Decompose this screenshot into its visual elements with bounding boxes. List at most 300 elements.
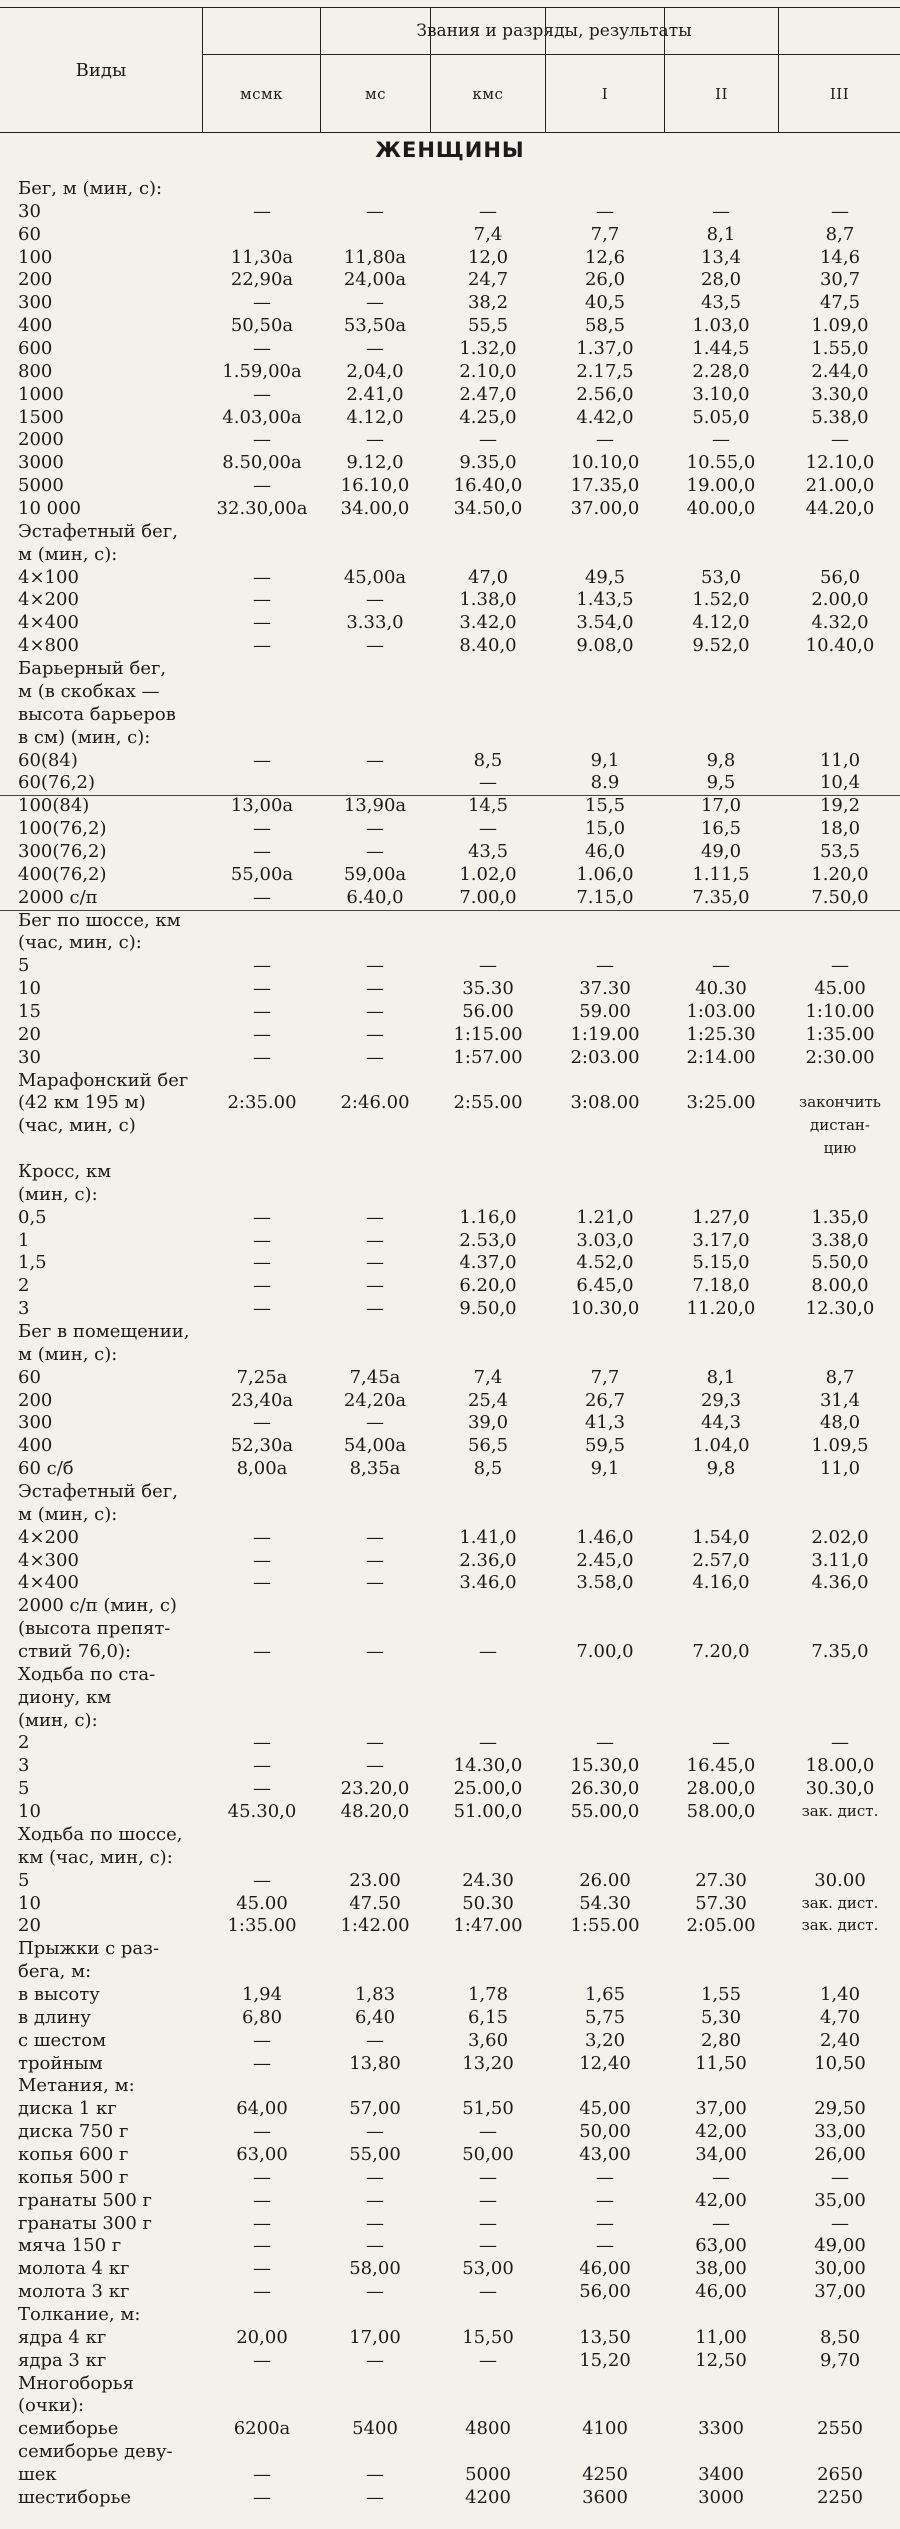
table-row <box>0 1412 900 1433</box>
event-name: бега, м: <box>18 1961 92 1983</box>
result-iii: 3.38,0 <box>811 1229 869 1251</box>
result-kms: 4200 <box>465 2486 511 2508</box>
result-msmk: — <box>253 2212 271 2234</box>
result-iii: 11,0 <box>819 1458 861 1480</box>
event-name: 20 <box>18 1023 41 1045</box>
result-iii: цию <box>823 1139 857 1158</box>
result-msmk: — <box>253 2281 271 2303</box>
result-i: 26,0 <box>584 269 626 291</box>
result-ii: 3:25.00 <box>686 1092 756 1114</box>
result-iii: 2.00,0 <box>811 589 869 611</box>
result-i: 55.00,0 <box>570 1801 640 1823</box>
result-ii: 16.45,0 <box>686 1755 756 1777</box>
result-msmk: 8,00а <box>236 1458 288 1480</box>
result-iii: 2.44,0 <box>811 360 869 382</box>
result-i: — <box>596 200 614 222</box>
result-ms: — <box>366 1755 384 1777</box>
table-row <box>0 247 900 268</box>
result-msmk: — <box>253 978 271 1000</box>
event-name: (очки): <box>18 2395 85 2417</box>
result-ms: — <box>366 1526 384 1548</box>
result-kms: 8.40,0 <box>459 635 517 657</box>
event-name: 10 <box>18 1892 41 1914</box>
result-kms: 2.47,0 <box>459 383 517 405</box>
table-row <box>0 429 900 450</box>
result-kms: 7,4 <box>473 223 503 245</box>
table-row <box>0 361 900 382</box>
result-ii: — <box>712 429 730 451</box>
result-ii: 2,80 <box>700 2029 742 2051</box>
result-iii: зак. дист. <box>801 1893 879 1912</box>
event-name: (высота препят- <box>18 1618 171 1640</box>
result-ii: 7.18,0 <box>692 1275 750 1297</box>
header-col-3: III <box>829 84 850 103</box>
result-iii: 45.00 <box>814 978 866 1000</box>
table-row <box>0 269 900 290</box>
result-kms: 7.00,0 <box>459 886 517 908</box>
result-ms: — <box>366 1732 384 1754</box>
result-ms: 2.41,0 <box>346 383 404 405</box>
result-i: — <box>596 2235 614 2257</box>
header-vidy: Виды <box>75 59 127 81</box>
result-msmk: — <box>253 2464 271 2485</box>
result-iii: — <box>831 429 849 451</box>
table-row <box>0 2418 900 2439</box>
result-ms: 23.20,0 <box>340 1778 410 1800</box>
result-i: — <box>596 429 614 451</box>
result-ms: 11,80а <box>343 246 407 268</box>
table-row <box>0 727 900 748</box>
section-title-women: ЖЕНЩИНЫ <box>375 138 525 162</box>
result-iii: 2650 <box>817 2464 863 2485</box>
result-ms: — <box>366 2486 384 2508</box>
result-ms: — <box>366 2349 384 2371</box>
table-row <box>0 2235 900 2256</box>
table-row <box>0 2441 900 2462</box>
table-row <box>0 2373 900 2394</box>
result-ms: 9.12,0 <box>346 452 404 474</box>
result-kms: 16.40,0 <box>453 475 523 497</box>
result-ii: 27.30 <box>695 1869 747 1891</box>
result-iii: 7.35,0 <box>811 1641 869 1663</box>
result-ms: 45,00а <box>343 566 407 588</box>
table-row <box>0 1161 900 1182</box>
result-iii: 3.30,0 <box>811 383 869 405</box>
result-ms: — <box>366 2029 384 2051</box>
event-name: молота 4 кг <box>18 2258 130 2280</box>
table-row <box>0 2190 900 2211</box>
result-kms: — <box>479 955 497 977</box>
table-row <box>0 612 900 633</box>
result-kms: 24.30 <box>462 1869 514 1891</box>
result-kms: 2:55.00 <box>453 1092 523 1114</box>
event-name: 60(76,2) <box>18 772 96 794</box>
result-iii: 8,50 <box>819 2326 861 2348</box>
event-name: тройным <box>18 2052 103 2074</box>
event-name: 10 <box>18 978 41 1000</box>
result-msmk: — <box>253 840 271 862</box>
event-name: 5 <box>18 955 30 977</box>
event-name: 5 <box>18 1869 30 1891</box>
result-iii: 19,2 <box>819 795 861 817</box>
result-ms: — <box>366 200 384 222</box>
table-row <box>0 910 900 931</box>
result-i: 17.35,0 <box>570 475 640 497</box>
table-row <box>0 498 900 519</box>
result-msmk: — <box>253 955 271 977</box>
result-kms: 7,4 <box>473 1366 503 1388</box>
result-i: 7,7 <box>590 223 620 245</box>
table-header <box>0 7 900 133</box>
event-name: 60 <box>18 223 41 245</box>
event-name: 300 <box>18 292 53 314</box>
result-i: 9.08,0 <box>576 635 634 657</box>
result-msmk: — <box>253 2121 271 2143</box>
result-iii: дистан- <box>810 1116 870 1135</box>
result-i: — <box>596 2166 614 2188</box>
result-ms: 47.50 <box>349 1892 401 1914</box>
result-ii: 7.20,0 <box>692 1641 750 1663</box>
result-kms: 4.37,0 <box>459 1252 517 1274</box>
result-iii: 5.50,0 <box>811 1252 869 1274</box>
result-iii: 8,7 <box>825 1366 855 1388</box>
event-name: 60 с/б <box>18 1458 74 1480</box>
event-name: копья 500 г <box>18 2166 129 2188</box>
result-ii: 16,5 <box>700 818 742 840</box>
result-msmk: 45.00 <box>236 1892 288 1914</box>
table-row <box>0 978 900 999</box>
table-row <box>0 864 900 885</box>
result-iii: 1:35.00 <box>805 1023 875 1045</box>
result-ms: — <box>366 1252 384 1274</box>
result-msmk: 64,00 <box>236 2098 288 2120</box>
result-kms: 3.46,0 <box>459 1572 517 1594</box>
result-i: 2.56,0 <box>576 383 634 405</box>
result-i: — <box>596 955 614 977</box>
result-iii: 2250 <box>817 2486 863 2508</box>
result-msmk: 6,80 <box>241 2006 283 2028</box>
result-msmk: 11,30а <box>230 246 294 268</box>
result-msmk: — <box>253 2349 271 2371</box>
table-row <box>0 1092 900 1113</box>
result-i: 7.00,0 <box>576 1641 634 1663</box>
result-i: 59.00 <box>579 1000 631 1022</box>
result-msmk: — <box>253 2052 271 2074</box>
result-ii: 57.30 <box>695 1892 747 1914</box>
result-msmk: 20,00 <box>236 2326 288 2348</box>
event-name: Марафонский бег <box>18 1069 189 1091</box>
result-i: 37.00,0 <box>570 498 640 520</box>
result-ii: 43,5 <box>700 292 742 314</box>
result-ms: 34.00,0 <box>340 498 410 520</box>
result-iii: 48,0 <box>819 1412 861 1434</box>
table-row <box>0 589 900 610</box>
result-msmk: — <box>253 635 271 657</box>
result-ms: — <box>366 1549 384 1571</box>
event-name: Многоборья <box>18 2372 134 2394</box>
result-kms: — <box>479 200 497 222</box>
result-ii: 8,1 <box>706 223 736 245</box>
event-name: 4×100 <box>18 566 79 588</box>
result-ii: 4.16,0 <box>692 1572 750 1594</box>
event-name: 10 <box>18 1801 41 1823</box>
event-name: мяча 150 г <box>18 2235 122 2257</box>
result-i: 4.52,0 <box>576 1252 634 1274</box>
result-kms: 8,5 <box>473 749 503 771</box>
result-ii: 1:25.30 <box>686 1023 756 1045</box>
result-iii: зак. дист. <box>801 1916 879 1935</box>
result-msmk: — <box>253 886 271 908</box>
result-msmk: — <box>253 1298 271 1320</box>
result-ms: — <box>366 1229 384 1251</box>
event-name: 100(76,2) <box>18 818 107 840</box>
result-ms: — <box>366 1206 384 1228</box>
table-row <box>0 704 900 725</box>
result-kms: 9.50,0 <box>459 1298 517 1320</box>
result-kms: 8,5 <box>473 1458 503 1480</box>
result-kms: 50,00 <box>462 2143 514 2165</box>
table-row <box>0 201 900 222</box>
table-row <box>0 567 900 588</box>
event-name: в см) (мин, с): <box>18 726 151 748</box>
result-msmk: — <box>253 1206 271 1228</box>
result-i: 58,5 <box>584 315 626 337</box>
result-i: 26.30,0 <box>570 1778 640 1800</box>
result-msmk: 23,40а <box>230 1389 294 1411</box>
result-iii: 7.50,0 <box>811 886 869 908</box>
result-kms: 25,4 <box>467 1389 509 1411</box>
result-ms: 7,45а <box>349 1366 401 1388</box>
result-msmk: 32.30,00а <box>216 498 308 520</box>
result-ms: 53,50а <box>343 315 407 337</box>
event-name: 300 <box>18 1412 53 1434</box>
result-ms: — <box>366 978 384 1000</box>
event-name: 2000 с/п <box>18 886 98 908</box>
result-kms: 6,15 <box>467 2006 509 2028</box>
event-name: 5000 <box>18 475 64 497</box>
result-iii: 18,0 <box>819 818 861 840</box>
result-ii: 1.03,0 <box>692 315 750 337</box>
result-ii: 2:14.00 <box>686 1046 756 1068</box>
table-row <box>0 1687 900 1708</box>
event-name: в высоту <box>18 1983 100 2005</box>
result-iii: — <box>831 2166 849 2188</box>
result-i: 3.03,0 <box>576 1229 634 1251</box>
result-ii: 46,00 <box>695 2281 747 2303</box>
result-iii: 49,00 <box>814 2235 866 2257</box>
result-ms: — <box>366 2166 384 2188</box>
event-name: копья 600 г <box>18 2143 129 2165</box>
result-msmk: — <box>253 1229 271 1251</box>
result-msmk: — <box>253 1641 271 1663</box>
header-col-kms: кмс <box>472 84 504 103</box>
result-iii: 12.30,0 <box>805 1298 875 1320</box>
result-i: 9,1 <box>590 749 620 771</box>
result-iii: 1:10.00 <box>805 1000 875 1022</box>
result-msmk: — <box>253 338 271 360</box>
table-row <box>0 2281 900 2302</box>
table-row <box>0 1504 900 1525</box>
result-i: 4.42,0 <box>576 406 634 428</box>
table-row <box>0 1527 900 1548</box>
result-msmk: — <box>253 1869 271 1891</box>
result-ii: 3.17,0 <box>692 1229 750 1251</box>
result-ii: 1.27,0 <box>692 1206 750 1228</box>
result-i: 3.54,0 <box>576 612 634 634</box>
result-i: 40,5 <box>584 292 626 314</box>
event-name: Кросс, км <box>18 1160 112 1182</box>
result-kms: 2.36,0 <box>459 1549 517 1571</box>
result-kms: 34.50,0 <box>453 498 523 520</box>
result-msmk: — <box>253 200 271 222</box>
event-name: Толкание, м: <box>18 2303 141 2325</box>
result-ms: — <box>366 1572 384 1594</box>
table-row <box>0 1230 900 1251</box>
table-row <box>0 407 900 428</box>
result-kms: 3.42,0 <box>459 612 517 634</box>
result-ms: 13,80 <box>349 2052 401 2074</box>
table-row <box>0 1641 900 1662</box>
event-name: Барьерный бег, <box>18 658 167 680</box>
result-kms: 1:47.00 <box>453 1915 523 1937</box>
event-name: Метания, м: <box>18 2075 135 2097</box>
result-i: 46,0 <box>584 840 626 862</box>
table-row <box>0 772 900 793</box>
result-msmk: 22,90а <box>230 269 294 291</box>
result-ms: 24,00а <box>343 269 407 291</box>
table-row <box>0 1938 900 1959</box>
result-i: 10.10,0 <box>570 452 640 474</box>
result-i: 1.46,0 <box>576 1526 634 1548</box>
result-kms: — <box>479 2121 497 2143</box>
result-ms: 8,35а <box>349 1458 401 1480</box>
event-name: ствий 76,0): <box>18 1641 132 1663</box>
result-iii: 30.00 <box>814 1869 866 1891</box>
result-ms: — <box>366 1641 384 1663</box>
result-i: 3,20 <box>584 2029 626 2051</box>
result-iii: 1.09,5 <box>811 1435 869 1457</box>
table-row <box>0 1618 900 1639</box>
result-kms: 5000 <box>465 2464 511 2485</box>
header-ranks: Звания и разряды, результаты <box>416 21 692 41</box>
event-name: ядра 3 кг <box>18 2349 107 2371</box>
event-name: 1 <box>18 1229 30 1251</box>
header-col-msmk: мсмк <box>239 84 284 103</box>
result-iii: 9,70 <box>819 2349 861 2371</box>
result-iii: 31,4 <box>819 1389 861 1411</box>
result-iii: 44.20,0 <box>805 498 875 520</box>
result-ii: 34,00 <box>695 2143 747 2165</box>
result-kms: 1.16,0 <box>459 1206 517 1228</box>
event-name: км (час, мин, с): <box>18 1846 173 1868</box>
table-row <box>0 1298 900 1319</box>
result-msmk: — <box>253 589 271 611</box>
result-ii: 13,4 <box>700 246 742 268</box>
result-iii: 56,0 <box>819 566 861 588</box>
result-i: 26.00 <box>579 1869 631 1891</box>
event-name: 200 <box>18 1389 53 1411</box>
result-ms: 55,00 <box>349 2143 401 2165</box>
result-msmk: — <box>253 1252 271 1274</box>
event-name: (мин, с): <box>18 1183 98 1205</box>
result-ii: 2.28,0 <box>692 360 750 382</box>
result-i: 43,00 <box>579 2143 631 2165</box>
result-ms: — <box>366 955 384 977</box>
event-name: Ходьба по шоссе, <box>18 1823 183 1845</box>
table-row <box>0 2075 900 2096</box>
result-msmk: — <box>253 1000 271 1022</box>
result-ii: 8,1 <box>706 1366 736 1388</box>
result-msmk: — <box>253 383 271 405</box>
result-i: 3.58,0 <box>576 1572 634 1594</box>
table-row <box>0 338 900 359</box>
result-msmk: — <box>253 2235 271 2257</box>
result-i: 1,65 <box>584 1983 626 2005</box>
event-name: Прыжки с раз- <box>18 1938 160 1960</box>
result-ms: 4.12,0 <box>346 406 404 428</box>
event-name: семиборье деву- <box>18 2441 173 2463</box>
table-row <box>0 2395 900 2416</box>
result-i: 9,1 <box>590 1458 620 1480</box>
result-iii: 8,7 <box>825 223 855 245</box>
result-ms: — <box>366 2281 384 2303</box>
result-iii: 1.09,0 <box>811 315 869 337</box>
result-ii: — <box>712 955 730 977</box>
event-name: 1500 <box>18 406 64 428</box>
event-name: 20 <box>18 1915 41 1937</box>
result-kms: — <box>479 1641 497 1663</box>
result-msmk: 2:35.00 <box>227 1092 297 1114</box>
result-i: 7,7 <box>590 1366 620 1388</box>
result-kms: — <box>479 2189 497 2211</box>
event-name: 30 <box>18 200 41 222</box>
result-ii: 42,00 <box>695 2189 747 2211</box>
result-ms: — <box>366 1046 384 1068</box>
table-row <box>0 635 900 656</box>
result-kms: 4.25,0 <box>459 406 517 428</box>
event-name: (час, мин, с) <box>18 1115 136 1137</box>
table-row <box>0 2327 900 2348</box>
table-row <box>0 681 900 702</box>
event-name: 5 <box>18 1778 30 1800</box>
result-i: 2:03.00 <box>570 1046 640 1068</box>
table-row <box>0 2487 900 2508</box>
result-kms: — <box>479 772 497 794</box>
result-kms: 56.00 <box>462 1000 514 1022</box>
table-row <box>0 1984 900 2005</box>
header-col-2: II <box>715 84 728 103</box>
result-i: — <box>596 2189 614 2211</box>
result-msmk: 1:35.00 <box>227 1915 297 1937</box>
result-iii: 8.00,0 <box>811 1275 869 1297</box>
result-iii: 4.32,0 <box>811 612 869 634</box>
result-iii: 47,5 <box>819 292 861 314</box>
result-kms: 55,5 <box>467 315 509 337</box>
result-i: 26,7 <box>584 1389 626 1411</box>
table-row <box>0 1893 900 1914</box>
result-iii: 1.35,0 <box>811 1206 869 1228</box>
result-kms: 47,0 <box>467 566 509 588</box>
result-ii: 53,0 <box>700 566 742 588</box>
result-ms: — <box>366 2464 384 2485</box>
result-i: 12,40 <box>579 2052 631 2074</box>
result-i: 8.9 <box>590 772 620 794</box>
result-iii: — <box>831 2212 849 2234</box>
result-msmk: — <box>253 2258 271 2280</box>
result-msmk: — <box>253 818 271 840</box>
event-name: Бег в помещении, <box>18 1321 190 1342</box>
result-ms: — <box>366 589 384 611</box>
